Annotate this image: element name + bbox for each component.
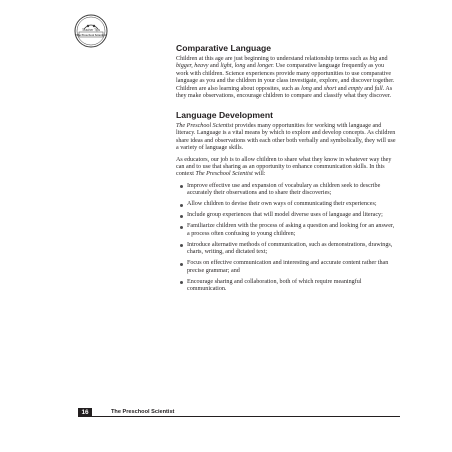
paragraph-language-intro: The Preschool Scientist provides many opportunities for working with language and literacy. Language is a vital means by which to explore and develop concepts. As children share ideas and observations with each other both verbally and symbolically, they will use a variety of language skills. (176, 122, 396, 152)
paragraph-educators: As educators, our job is to allow children to share what they know in whatever way they can and to use that sharing as an opportunity to enhance communication skills. In this context The Preschool Scientist will: (176, 156, 392, 178)
footer-divider (92, 416, 400, 417)
bullet-icon (180, 226, 183, 229)
logo-bottom-text: The Preschool Scientist (76, 33, 106, 37)
list-item: Improve effective use and expansion of vocabulary as children seek to describe accurately their observations and to share their discoveries; (176, 183, 398, 198)
list-item: Allow children to devise their own ways of communicating their experiences; (176, 201, 398, 208)
list-item: Introduce alternative methods of communication, such as demonstrations, drawings, charts, writing, and dictated text; (176, 242, 398, 257)
footer-book-title: The Preschool Scientist (111, 409, 175, 415)
heading-language-development: Language Development (176, 109, 273, 120)
page-footer (78, 408, 400, 417)
list-item: Encourage sharing and collaboration, both of which require meaningful communication. (176, 279, 398, 294)
main-content (176, 43, 398, 297)
bullet-list (176, 183, 398, 294)
bullet-icon (180, 263, 183, 266)
bullet-icon (180, 281, 183, 284)
list-item: Focus on effective communication and interesting and accurate content rather than precise grammar; and (176, 260, 398, 275)
list-item: Familiarize children with the process of asking a question and looking for an answer, a process often confusing to young children; (176, 223, 398, 238)
list-item: Include group experiences that will model diverse uses of language and literacy; (176, 212, 398, 219)
bullet-icon (180, 185, 183, 188)
logo-top-text: Teacher Tips (81, 28, 101, 32)
teacher-tips-logo-icon (74, 14, 108, 48)
page-number: 16 (78, 408, 92, 417)
heading-comparative-language: Comparative Language (176, 43, 272, 53)
bullet-icon (180, 244, 183, 247)
bullet-icon (180, 204, 183, 207)
bullet-icon (180, 215, 183, 218)
paragraph-comparative-language: Children at this age are just beginning to understand relationship terms such as big and bigger, heavy and light, long and longer. Use comparative language frequently as you work with children. Science experiences provide many opportunities to use comparative language as you and the children in your class investigate, explore, and discover together. Children are also learning about opposites, such as long and short and empty and full. As they make observations, encourage children to compare and classify what they discover. (176, 56, 395, 100)
